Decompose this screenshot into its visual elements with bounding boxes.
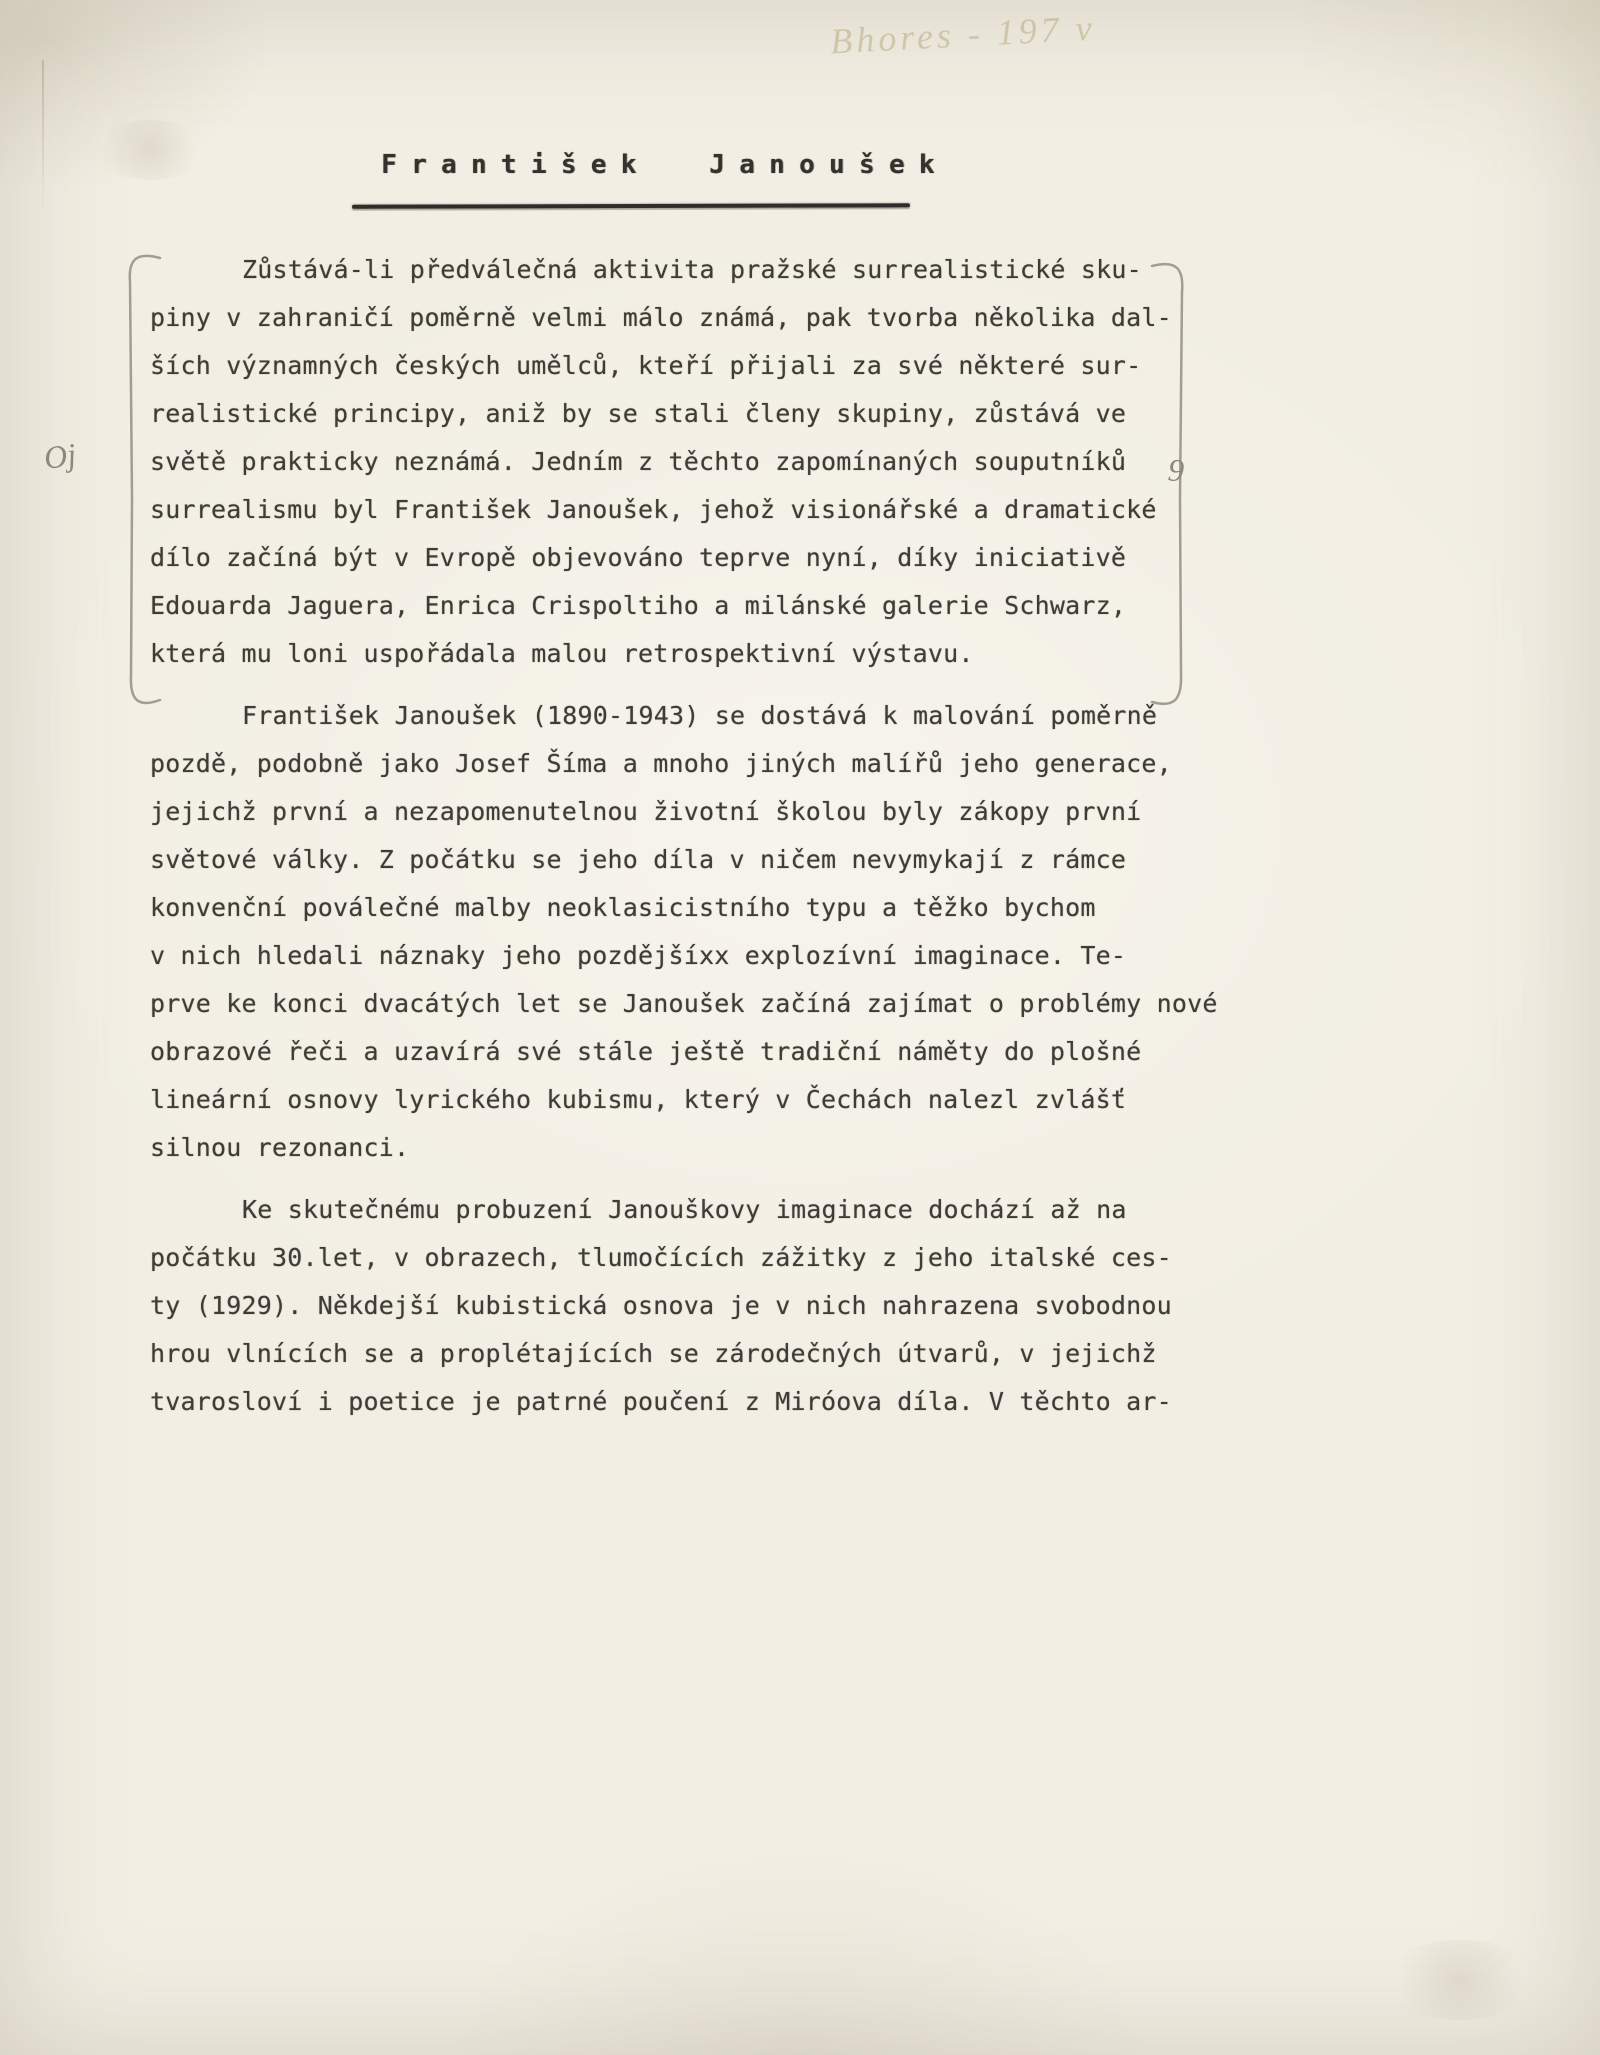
title-underline — [352, 203, 910, 208]
text-line: v nich hledali náznaky jeho pozdějšíxx explozívní imaginace. Te- — [150, 941, 1127, 970]
text-line: ších významných českých umělců, kteří přijali za své některé sur- — [150, 351, 1142, 380]
text-line: Zůstává-li předválečná aktivita pražské surrealistické sku- — [242, 255, 1142, 284]
text-line: konvenční poválečné malby neoklasicistního typu a těžko bychom — [150, 893, 1096, 922]
text-line: tvarosloví i poetice je patrné poučení z Miróova díla. V těchto ar- — [150, 1387, 1172, 1416]
text-line: surrealismu byl František Janoušek, jehož visionářské a dramatické — [150, 495, 1157, 524]
text-line: realistické principy, aniž by se stali členy skupiny, zůstává ve — [150, 399, 1127, 428]
text-line: lineární osnovy lyrického kubismu, který v Čechách nalezl zvlášť — [150, 1085, 1127, 1114]
document-title: František Janoušek — [381, 150, 949, 180]
text-line: Ke skutečnému probuzení Janouškovy imaginace dochází až na — [242, 1195, 1127, 1224]
pencil-margin-mark-right: 9 — [1166, 451, 1186, 489]
handwritten-annotation: Bhores - 197 v — [829, 7, 1097, 62]
document-body — [150, 246, 1310, 1440]
paper-crease — [42, 60, 44, 220]
text-line: piny v zahraničí poměrně velmi málo známá, pak tvorba několika dal- — [150, 303, 1172, 332]
text-line: Edouarda Jaguera, Enrica Crispoltiho a milánské galerie Schwarz, — [150, 591, 1127, 620]
paragraph-2 — [150, 692, 1310, 1172]
text-line: počátku 30.let, v obrazech, tlumočících zážitky z jeho italské ces- — [150, 1243, 1172, 1272]
text-line: která mu loni uspořádala malou retrospektivní výstavu. — [150, 639, 974, 668]
text-line: jejichž první a nezapomenutelnou životní školou byly zákopy první — [150, 797, 1142, 826]
text-line: prve ke konci dvacátých let se Janoušek začíná zajímat o problémy nové — [150, 989, 1218, 1018]
text-line: světové války. Z počátku se jeho díla v ničem nevymykají z rámce — [150, 845, 1127, 874]
text-line: silnou rezonanci. — [150, 1133, 410, 1162]
paper-smudge — [1380, 1940, 1540, 2020]
paragraph-1 — [150, 246, 1310, 678]
text-line: ty (1929). Někdejší kubistická osnova je v nich nahrazena svobodnou — [150, 1291, 1172, 1320]
text-line: pozdě, podobně jako Josef Šíma a mnoho jiných malířů jeho generace, — [150, 749, 1172, 778]
text-line: světě prakticky neznámá. Jedním z těchto zapomínaných souputníků — [150, 447, 1127, 476]
paragraph-3 — [150, 1186, 1310, 1426]
text-line: dílo začíná být v Evropě objevováno teprve nyní, díky iniciativě — [150, 543, 1127, 572]
text-line: hrou vlnících se a proplétajících se zárodečných útvarů, v jejichž — [150, 1339, 1157, 1368]
text-line: obrazové řeči a uzavírá své stále ještě tradiční náměty do plošné — [150, 1037, 1142, 1066]
text-line: František Janoušek (1890-1943) se dostává k malování poměrně — [242, 701, 1158, 730]
pencil-margin-mark-left: Oj — [41, 435, 79, 477]
